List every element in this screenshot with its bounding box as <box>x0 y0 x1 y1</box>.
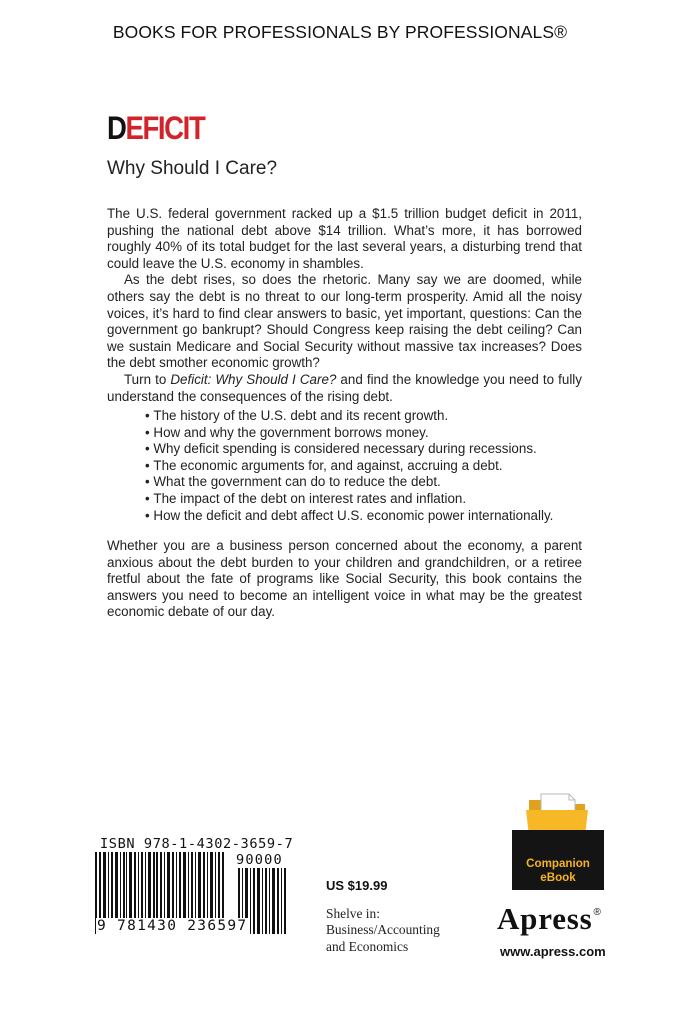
list-item: • How the deficit and debt affect U.S. economic power internationally. <box>145 508 585 525</box>
publisher-url: www.apress.com <box>500 944 606 959</box>
price-code-text: 90000 <box>236 852 283 868</box>
book-title <box>107 112 204 144</box>
companion-line: Companion <box>526 857 590 870</box>
description-paragraph: The U.S. federal government racked up a $1.5 trillion budget deficit in 2011, pushing the national debt above $14 trillion. What’s more, it has borrowed roughly 40% of its total budget for the last several years, a disturbing trend that could leave the U.S. economy in shambles. <box>107 206 582 271</box>
shelving-category <box>326 906 440 955</box>
description-paragraph: As the debt rises, so does the rhetoric. Many say we are doomed, while others say the debt is no threat to our long-term prosperity. Amid all the noisy voices, it’s hard to find clear answers to basic, yet important, questions: Can the government go bankrupt? Should Congress keep raising the debt ceiling? Can we sustain Medicare and Social Security without massive tax increases? Does the debt smother economic growth? <box>107 272 582 371</box>
list-item: • The economic arguments for, and against, accruing a debt. <box>145 458 585 475</box>
list-item: • The history of the U.S. debt and its recent growth. <box>145 408 585 425</box>
publisher-logo <box>497 901 602 937</box>
book-subtitle: Why Should I Care? <box>107 158 278 179</box>
title-first-letter: D <box>107 110 126 146</box>
ean-number: 9 781430 236597 <box>97 918 248 934</box>
shelve-label: Shelve in: <box>326 906 380 921</box>
description <box>107 206 582 405</box>
companion-label <box>512 857 604 885</box>
list-item: • What the government can do to reduce the debt. <box>145 474 585 491</box>
list-item: • Why deficit spending is considered necessary during recessions. <box>145 441 585 458</box>
registered-mark: ® <box>593 907 602 918</box>
companion-line: eBook <box>540 871 576 884</box>
description-paragraph <box>107 372 582 405</box>
list-item: • The impact of the debt on interest rates and inflation. <box>145 491 585 508</box>
series-tagline: BOOKS FOR PROFESSIONALS BY PROFESSIONALS® <box>112 22 568 42</box>
closing-paragraph: Whether you are a business person concerned about the economy, a parent anxious about the debt burden to your children and grandchildren, or a retiree fretful about the fate of programs like Social Security, this book contains the answers you need to become an intelligent voice in what may be the greatest economic debate of our day. <box>107 538 582 620</box>
price: US $19.99 <box>326 878 388 893</box>
book-title-italic: Deficit: Why Should I Care? <box>170 371 337 387</box>
isbn-text: ISBN 978-1-4302-3659-7 <box>100 836 294 852</box>
list-item: • How and why the government borrows money. <box>145 425 585 442</box>
publisher-name: Apress <box>497 901 593 936</box>
shelve-category-line: and Economics <box>326 938 409 954</box>
feature-list <box>145 408 585 524</box>
shelve-category-line: Business/Accounting <box>326 922 440 938</box>
paragraph-text: and find the knowledge you need to fully understand the consequences of the rising debt. <box>107 371 582 404</box>
paragraph-text: Turn to <box>124 371 171 387</box>
title-rest: EFICIT <box>125 110 205 146</box>
